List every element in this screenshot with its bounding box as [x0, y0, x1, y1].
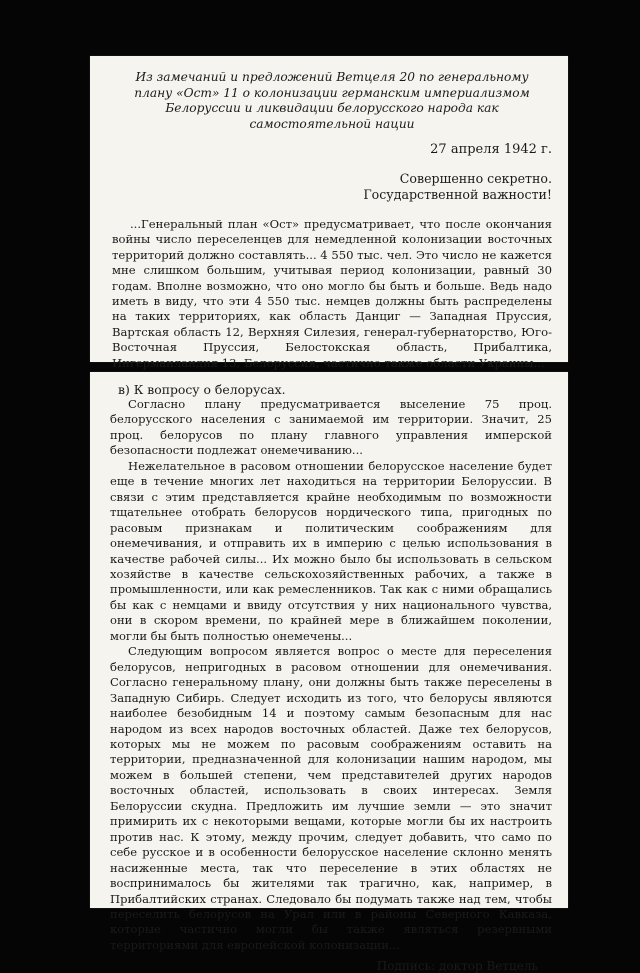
- secrecy-line-1: Совершенно секретно.: [399, 171, 552, 186]
- card-top-content: [112, 70, 552, 383]
- document-card-top: [90, 56, 568, 370]
- section-title: в) К вопросу о белорусах.: [118, 382, 286, 397]
- document-card-bottom: [90, 372, 568, 973]
- paragraph-2: Нежелательное в расовом отношении белорусское население будет еще в течение многих лет находиться на территории Белоруссии. В связи с этим представляется крайне необходимым по возможности тщательнее отобрать белорусов нордического типа, пригодных по расовым признакам и политическим соображениям для онемечивания, и отправить их в империю с целью использования в качестве рабочей силы... Их можно было бы использовать в сельском хозяйстве в качестве сельскохозяйственных рабочих, а также в промышленности, или как ремесленников. Так как с ними обращались бы как с немцами и ввиду отсутствия у них национального чувства, они в скором времени, по крайней мере в ближайшем поколении, могли бы быть полностью онемечены...: [110, 458, 552, 643]
- document-heading: Из замечаний и предложений Ветцеля 20 по генеральному плану «Ост» 11 о колонизации германским империализмом Белоруссии и ликвидации белорусского народа как самостоятельной нации: [134, 70, 530, 131]
- secrecy-stamp: [112, 171, 552, 203]
- secrecy-line-2: Государственной важности!: [363, 187, 552, 202]
- paragraph-1: Согласно плану предусматривается выселение 75 проц. белорусского населения с занимаемой им территории. Значит, 25 проц. белорусов по плану главного управления имперской безопасности подлежат онемечиванию...: [110, 397, 552, 458]
- paragraph-3: Следующим вопросом является вопрос о месте для переселения белорусов, непригодных в расовом отношении для онемечивания. Согласно генеральному плану, они должны быть также переселены в Западную Сибирь. Следует исходить из того, что белорусы являются наиболее безобидным 14 и поэтому самым безопасным для нас народом из всех народов восточных областей. Даже тех белорусов, которых мы не можем по расовым соображениям оставить на территории, предназначенной для колонизации нашим народом, мы можем в большей степени, чем представителей других народов восточных областей, использовать в своих интересах. Земля Белоруссии скудна. Предложить им лучшие земли — это значит примирить их с некоторыми вещами, которые могли бы их настроить против нас. К этому, между прочим, следует добавить, что само по себе русское и в особенности белорусское население склонно менять насиженные места, так что переселение в этих областях не воспринималось бы жителями так трагично, как, например, в Прибалтийских странах. Следовало бы подумать также над тем, чтобы переселить белорусов на Урал или в районы Северного Кавказа, которые частично могли бы также являться резервными территориями для европейской колонизации...: [110, 644, 552, 952]
- intro-paragraph: ...Генеральный план «Ост» предусматривает, что после окончания войны число переселенцев для немедленной колонизации восточных территорий должно составлять... 4 550 тыс. чел. Это число не кажется мне слишком большим, учитывая период колонизации, равный 30 годам. Вполне возможно, что оно могло бы быть и больше. Ведь надо иметь в виду, что эти 4 550 тыс. немцев должны быть распределены на таких территориях, как область Данциг — Западная Пруссия, Вартская область 12, Верхняя Силезия, генерал-губернаторство, Юго-Восточная Пруссия, Белостокская область, Прибалтика, Ингерманландия 13, Белоруссия, частично также области Украины...: [112, 217, 552, 370]
- card-bottom-content: [110, 382, 552, 973]
- signature-line: Подпись: доктор Ветцель: [376, 959, 538, 973]
- document-date: 27 апреля 1942 г.: [430, 142, 552, 157]
